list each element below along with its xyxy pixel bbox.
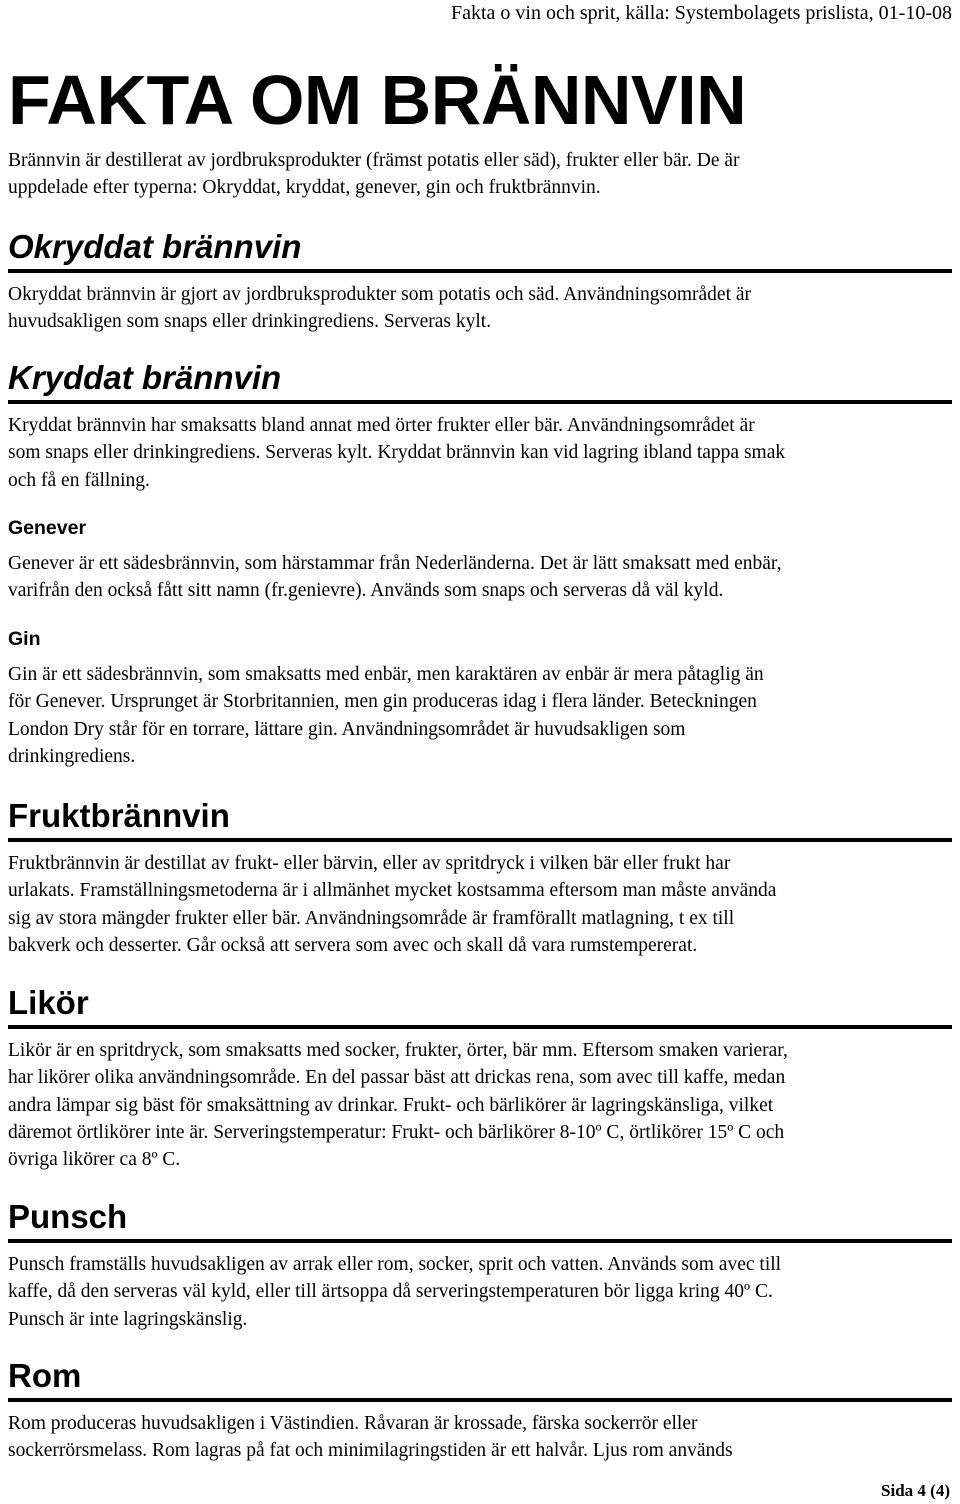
text-line: drinkingrediens. [8, 745, 136, 767]
section-punsch [8, 1196, 952, 1333]
text-line: sig av stora mängder frukter eller bär. Användningsområde är framförallt matlagning, t ex till [8, 907, 735, 929]
section-rom [8, 1355, 952, 1465]
text-line: Okryddat brännvin är gjort av jordbruksprodukter som potatis och säd. Användningsområdet är [8, 284, 752, 305]
section-heading: Fruktbrännvin [8, 797, 230, 834]
text-line: Punsch framställs huvudsakligen av arrak eller rom, socker, sprit och vatten. Används som avec till [8, 1254, 782, 1275]
section-divider [8, 838, 952, 842]
text-line: Likör är en spritdryck, som smaksatts med socker, frukter, örter, bär mm. Eftersom smaken varierar, [8, 1040, 788, 1061]
section-divider [8, 1025, 952, 1029]
text-line: huvudsakligen som snaps eller drinkingrediens. Serveras kylt. [8, 311, 492, 333]
text-line: däremot örtlikörer inte är. Serveringstemperatur: Frukt- och bärlikörer 8-10º C, örtlikörer 15º C och [8, 1121, 785, 1143]
section-heading: Okryddat brännvin [8, 228, 302, 265]
section-divider [8, 1398, 952, 1402]
section-body [8, 661, 952, 770]
section-heading: Genever [8, 517, 87, 539]
section-okryddat [8, 226, 952, 336]
intro-paragraph [8, 147, 948, 202]
section-heading: Punsch [8, 1198, 128, 1235]
section-heading: Likör [8, 984, 89, 1021]
text-line: London Dry står för en torrare, lättare gin. Användningsområdet är huvudsakligen som [8, 718, 686, 740]
page-header: Fakta o vin och sprit, källa: Systembolagets prislista, 01-10-08 [450, 2, 952, 24]
text-line: Gin är ett sädesbrännvin, som smaksatts med enbär, men karaktären av enbär är mera påtaglig än [8, 664, 764, 685]
text-line: Rom produceras huvudsakligen i Västindien. Råvaran är krossade, färska sockerrör eller [8, 1413, 698, 1434]
section-body [8, 412, 952, 494]
text-line: sockerrörsmelass. Rom lagras på fat och minimilagringstiden är ett halvår. Ljus rom används [8, 1440, 733, 1462]
section-genever [8, 515, 952, 605]
section-fruktbrannvin [8, 795, 952, 959]
text-line: urlakats. Framställningsmetoderna är i allmänhet mycket kostsamma eftersom man måste använda [8, 880, 777, 902]
text-line: andra lämpar sig bäst för smaksättning av drinkar. Frukt- och bärlikörer är lagringskänsliga, vilket [8, 1094, 774, 1116]
page-number: Sida 4 (4) [881, 1481, 950, 1500]
page-title: FAKTA OM BRÄNNVIN [8, 61, 747, 139]
intro-line: Brännvin är destillerat av jordbruksprodukter (främst potatis eller säd), frukter eller bär. De är [8, 150, 740, 171]
text-line: Fruktbrännvin är destillat av frukt- eller bärvin, eller av spritdryck i vilken bär eller frukt har [8, 853, 731, 874]
intro-line: uppdelade efter typerna: Okryddat, kryddat, genever, gin och fruktbrännvin. [8, 177, 601, 199]
text-line: Kryddat brännvin har smaksatts bland annat med örter frukter eller bär. Användningsområdet är [8, 415, 755, 436]
section-body [8, 550, 952, 605]
section-body [8, 281, 952, 336]
text-line: bakverk och desserter. Går också att servera som avec och skall då vara rumstempererat. [8, 934, 698, 956]
text-line: kaffe, då den serveras väl kyld, eller till ärtsoppa då serveringstemperaturen bör ligga kring 40º C. [8, 1281, 773, 1303]
section-divider [8, 400, 952, 404]
section-likor [8, 982, 952, 1173]
text-line: har likörer olika användningsområde. En del passar bäst att drickas rena, som avec till kaffe, medan [8, 1067, 786, 1089]
section-body [8, 1037, 952, 1173]
text-line: varifrån den också fått sitt namn (fr.genievre). Används som snaps och serveras då väl kyld. [8, 580, 724, 602]
section-body [8, 1410, 952, 1465]
section-body [8, 850, 952, 959]
text-line: för Genever. Ursprunget är Storbritannien, men gin produceras idag i flera länder. Beteckningen [8, 691, 757, 713]
text-line: och få en fällning. [8, 469, 150, 491]
section-heading: Gin [8, 628, 41, 650]
text-line: som snaps eller drinkingrediens. Serveras kylt. Kryddat brännvin kan vid lagring ibland tappa smak [8, 442, 786, 464]
text-line: Punsch är inte lagringskänslig. [8, 1308, 248, 1330]
section-heading: Kryddat brännvin [8, 359, 282, 396]
section-heading: Rom [8, 1357, 82, 1394]
text-line: Genever är ett sädesbrännvin, som härstammar från Nederländerna. Det är lätt smaksatt med enbär, [8, 553, 782, 574]
section-divider [8, 1239, 952, 1243]
section-gin [8, 626, 952, 770]
text-line: övriga likörer ca 8º C. [8, 1149, 181, 1171]
section-body [8, 1251, 952, 1333]
section-divider [8, 269, 952, 273]
section-kryddat [8, 357, 952, 494]
